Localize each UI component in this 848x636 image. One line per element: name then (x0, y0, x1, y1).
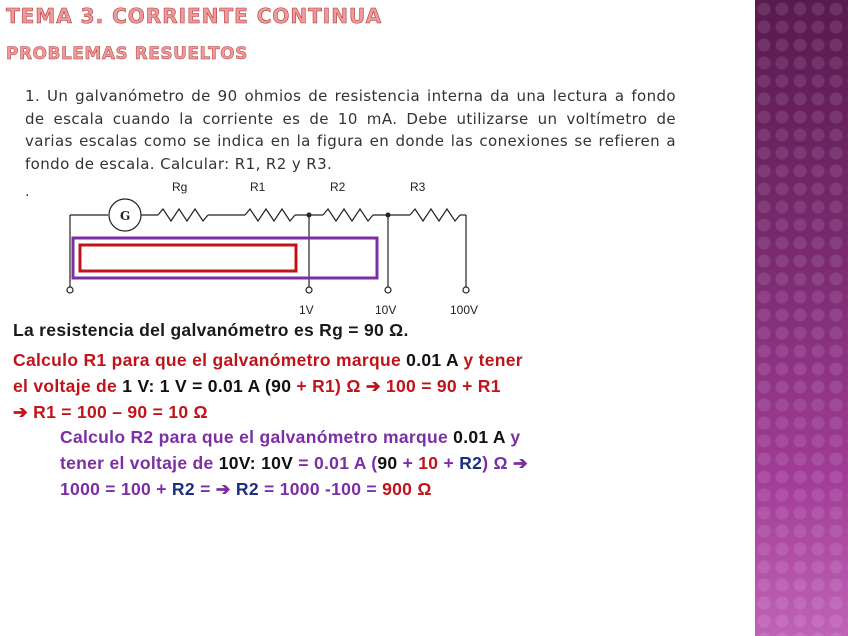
resistor-r2 (323, 209, 373, 221)
rg-statement: La resistencia del galvanómetro es Rg = 90 Ω. (13, 320, 409, 340)
label-r2: R2 (330, 180, 346, 194)
r2-calc-line-3: 1000 = 100 + R2 = ➔ R2 = 1000 -100 = 900 Ω (60, 479, 432, 499)
r1-calc-line-3: ➔ R1 = 100 – 90 = 10 Ω (13, 402, 208, 422)
galvanometer-label: G (120, 209, 131, 223)
resistor-rg (158, 209, 208, 221)
r2-calc-line-2: tener el voltaje de 10V: 10V = 0.01 A (90 + 10 + R2) Ω ➔ (60, 453, 528, 473)
resistor-r3 (410, 209, 460, 221)
label-r1: R1 (250, 180, 266, 194)
terminal-10v: 10V (375, 303, 397, 317)
page-subtitle: PROBLEMAS RESUELTOS (6, 44, 248, 64)
problem-statement: 1. Un galvanómetro de 90 ohmios de resistencia interna da una lectura a fondo de escala cuando la corriente es de 10 mA. Debe utilizarse un voltímetro de varias escalas como se indica en la figura en donde las conexiones se refieren a fondo de escala. Calcular: R1, R2 y R3. (25, 87, 676, 173)
stray-dot: . (25, 184, 30, 200)
label-r3: R3 (410, 180, 426, 194)
resistor-r1 (245, 209, 295, 221)
label-rg: Rg (172, 180, 188, 194)
r1-calc-line-2: el voltaje de 1 V: 1 V = 0.01 A (90 + R1) Ω ➔ 100 = 90 + R1 (13, 376, 501, 396)
red-highlight-box (80, 245, 296, 271)
r1-calc-line-1: Calculo R1 para que el galvanómetro marque 0.01 A y tener (13, 350, 523, 370)
r2-calc-line-1: Calculo R2 para que el galvanómetro marque 0.01 A y (60, 427, 521, 447)
page-title: TEMA 3. CORRIENTE CONTINUA (6, 4, 383, 28)
terminal-100v: 100V (450, 303, 479, 317)
terminal-1v: 1V (299, 303, 314, 317)
